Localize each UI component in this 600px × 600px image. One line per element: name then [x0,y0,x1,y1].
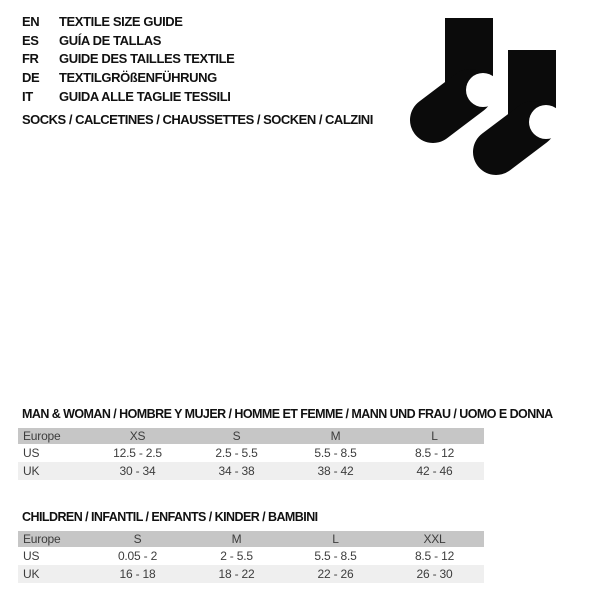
column-header: Europe [23,532,61,546]
size-value: 26 - 30 [416,567,453,581]
size-value: 38 - 42 [317,464,354,478]
sock-front [496,50,563,152]
table-header-row [18,428,484,444]
region-label: UK [23,464,40,478]
language-label: GUIDE DES TAILLES TEXTILE [59,51,235,67]
language-code: EN [22,13,40,29]
size-value: 16 - 18 [119,567,156,581]
table-row-uk [18,462,484,480]
table-children [18,510,484,583]
table-row-us [18,444,484,462]
language-row-fr [22,49,234,68]
region-label: UK [23,567,40,581]
region-label: US [23,549,40,563]
size-value: 42 - 46 [416,464,453,478]
size-value: 18 - 22 [218,567,255,581]
language-row-de [22,68,234,87]
column-header: XXL [423,532,446,546]
column-header: L [332,532,339,546]
table-man-woman [18,407,553,480]
size-value: 30 - 34 [119,464,156,478]
language-list [22,12,234,105]
size-value: 8.5 - 12 [414,549,455,563]
language-label: TEXTILE SIZE GUIDE [59,13,183,29]
language-code: FR [22,51,39,67]
size-value: 0.05 - 2 [117,549,158,563]
column-header: L [431,429,438,443]
category-title: SOCKS / CALCETINES / CHAUSSETTES / SOCKEN / CALZINI [22,112,373,127]
column-header: M [330,429,341,443]
size-value: 22 - 26 [317,567,354,581]
table-row-uk [18,565,484,583]
size-value: 5.5 - 8.5 [314,446,357,460]
table-header-row [18,531,484,547]
language-code: IT [22,88,33,104]
table-title: MAN & WOMAN / HOMBRE Y MUJER / HOMME ET FEMME / MANN UND FRAU / UOMO E DONNA [22,407,553,421]
sock-back [433,18,500,120]
size-value: 34 - 38 [218,464,255,478]
column-header: M [231,532,242,546]
table-title: CHILDREN / INFANTIL / ENFANTS / KINDER / BAMBINI [22,510,318,524]
language-code: ES [22,32,39,48]
column-header: XS [129,429,146,443]
size-value: 5.5 - 8.5 [314,549,357,563]
size-value: 12.5 - 2.5 [113,446,162,460]
table-row-us [18,547,484,565]
language-row-es [22,31,234,50]
size-value: 2 - 5.5 [220,549,253,563]
column-header: S [232,429,241,443]
size-value: 8.5 - 12 [414,446,455,460]
region-label: US [23,446,40,460]
size-value: 2.5 - 5.5 [215,446,258,460]
language-row-it [22,87,234,106]
language-label: GUÍA DE TALLAS [59,32,162,48]
language-row-en [22,12,234,31]
language-code: DE [22,69,40,85]
language-label: GUIDA ALLE TAGLIE TESSILI [59,88,231,104]
column-header: S [133,532,142,546]
socks-icon [388,8,588,183]
language-label: TEXTILGRÖßENFÜHRUNG [59,69,217,85]
column-header: Europe [23,429,61,443]
